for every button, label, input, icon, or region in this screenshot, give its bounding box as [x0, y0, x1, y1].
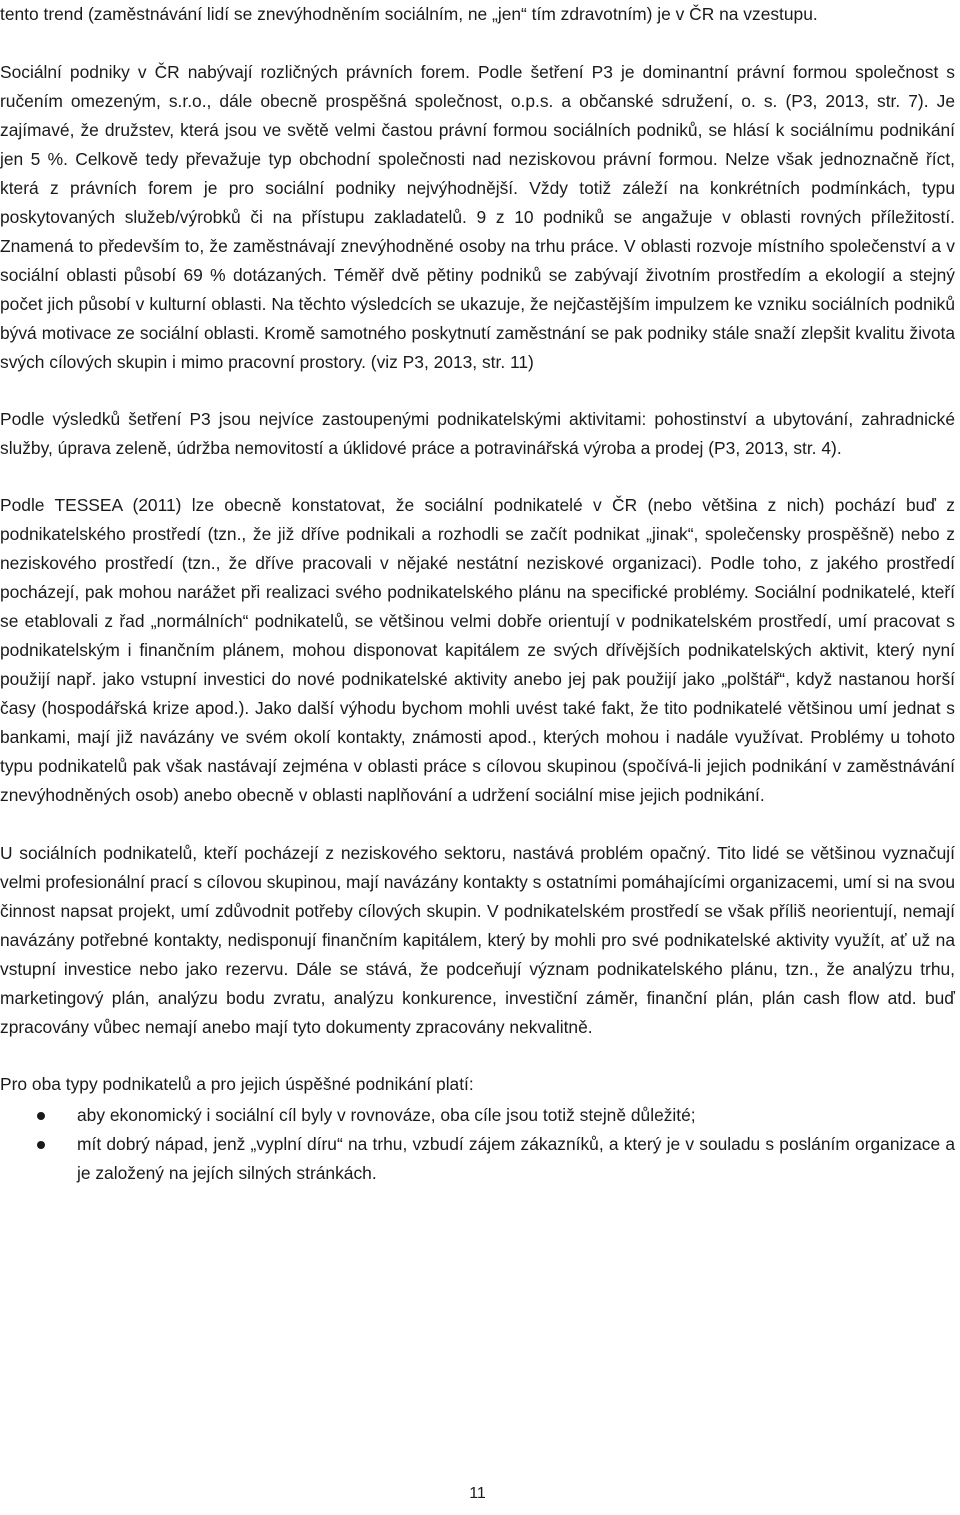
- paragraph-tessea-entrepreneurs: Podle TESSEA (2011) lze obecně konstatovat, že sociální podnikatelé v ČR (nebo většina z nich) pochází buď z podnikatelského prostředí (tzn., že již dříve podnikali a rozhodli se začít podnikat „jinak“, společensky prospěšně) nebo z neziskového prostředí (tzn., že dříve pracovali v nějaké nestátní neziskové organizaci). Podle toho, z jakého prostředí pocházejí, pak mohou narážet při realizaci svého podnikatelského plánu na specifické problémy. Sociální podnikatelé, kteří se etablovali z řad „normálních“ podnikatelů, se většinou velmi dobře orientují v podnikatelském prostředí, umí pracovat s podnikatelským i finančním plánem, mohou disponovat kapitálem ze svých dřívějších podnikatelských aktivit, který nyní použijí např. jako vstupní investici do nové podnikatelské aktivity anebo jej pak použijí jako „polštář“, když nastanou horší časy (hospodářská krize apod.). Jako další výhodu bychom mohli uvést také fakt, že tito podnikatelé většinou umí jednat s bankami, mají již navázány ve svém okolí kontakty, známosti apod., kterých mohou i nadále využívat. Problémy u tohoto typu podnikatelů pak však nastávají zejména v oblasti práce s cílovou skupinou (spočívá-li jejich podnikání v zaměstnávání znevýhodněných osob) anebo obecně v oblasti naplňování a udržení sociální mise jejich podnikání.: [0, 495, 955, 805]
- bullet-list: [0, 1101, 955, 1188]
- page-number: 11: [469, 1485, 486, 1502]
- list-item: [0, 1101, 955, 1130]
- bullet-icon: [37, 1141, 45, 1149]
- list-item-text: mít dobrý nápad, jenž „vyplní díru“ na trhu, vzbudí zájem zákazníků, a který je v souladu s posláním organizace a je založený na jejích silných stránkách.: [77, 1134, 955, 1183]
- bullet-icon: [37, 1112, 45, 1120]
- paragraph-business-activities: Podle výsledků šetření P3 jsou nejvíce zastoupenými podnikatelskými aktivitami: pohostinství a ubytování, zahradnické služby, úprava zeleně, údržba nemovitostí a úklidové práce a potravinářská výroba a prodej (P3, 2013, str. 4).: [0, 409, 955, 458]
- list-item-text: aby ekonomický i sociální cíl byly v rovnováze, oba cíle jsou totiž stejně důležité;: [77, 1105, 696, 1125]
- paragraph-nonprofit-entrepreneurs: U sociálních podnikatelů, kteří pocházejí z neziskového sektoru, nastává problém opačný. Tito lidé se většinou vyznačují velmi profesionální prací s cílovou skupinou, mají navázány kontakty s ostatními pomáhajícími organizacemi, umí si na svou činnost napsat projekt, umí zdůvodnit potřeby cílových skupin. V podnikatelském prostředí se však příliš neorientují, nemají navázány potřebné kontakty, nedisponují finančním kapitálem, který by mohli pro své podnikatelské aktivity využít, ať už na vstupní investice nebo jako rezervu. Dále se stává, že podceňují význam podnikatelského plánu, tzn., že analýzu trhu, marketingový plán, analýzu bodu zvratu, analýzu konkurence, investiční záměr, finanční plán, plán cash flow atd. buď zpracovány vůbec nemají anebo mají tyto dokumenty zpracovány nekvalitně.: [0, 843, 955, 1037]
- paragraph-trend-continuation: tento trend (zaměstnávání lidí se znevýhodněním sociálním, ne „jen“ tím zdravotním) je v ČR na vzestupu.: [0, 4, 818, 24]
- paragraph-list-intro: Pro oba typy podnikatelů a pro jejich úspěšné podnikání platí:: [0, 1074, 474, 1094]
- list-item: [0, 1130, 955, 1188]
- paragraph-legal-forms: Sociální podniky v ČR nabývají rozličných právních forem. Podle šetření P3 je dominantní právní formou společnost s ručením omezeným, s.r.o., dále obecně prospěšná společnost, o.p.s. a občanské sdružení, o. s. (P3, 2013, str. 7). Je zajímavé, že družstev, která jsou ve světě velmi častou právní formou sociálních podniků, se hlásí k sociálnímu podnikání jen 5 %. Celkově tedy převažuje typ obchodní společnosti nad neziskovou právní formou. Nelze však jednoznačně říct, která z právních forem je pro sociální podniky nejvýhodnější. Vždy totiž záleží na konkrétních podmínkách, typu poskytovaných služeb/výrobků či na přístupu zakladatelů. 9 z 10 podniků se angažuje v oblasti rovných příležitostí. Znamená to především to, že zaměstnávají znevýhodněné osoby na trhu práce. V oblasti rozvoje místního společenství a v sociální oblasti působí 69 % dotázaných. Téměř dvě pětiny podniků se zabývají životním prostředím a ekologií a stejný počet jich působí v kulturní oblasti. Na těchto výsledcích se ukazuje, že nejčastějším impulzem ke vzniku sociálních podniků bývá motivace ze sociální oblasti. Kromě samotného poskytnutí zaměstnání se pak podniky stále snaží zlepšit kvalitu života svých cílových skupin i mimo pracovní prostory. (viz P3, 2013, str. 11): [0, 62, 955, 372]
